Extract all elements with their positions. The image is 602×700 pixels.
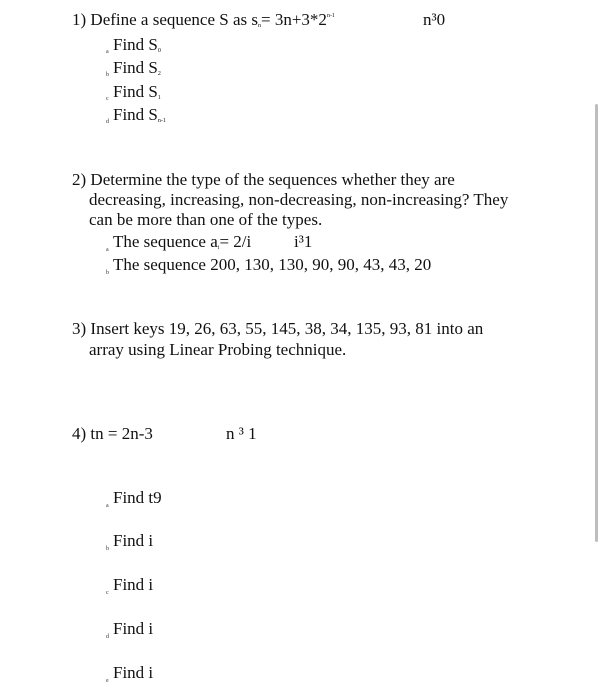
q4-item-d: Find i bbox=[113, 619, 154, 638]
q4-item-b: Find i bbox=[113, 531, 154, 550]
q2-item-post: = 2/i bbox=[219, 232, 252, 251]
q1-condition: n³0 bbox=[423, 10, 446, 29]
q1-item-text: Find S bbox=[113, 82, 158, 101]
q4-formula: 4) tn = 2n-3 bbox=[72, 424, 153, 443]
q1-item-text: Find S bbox=[113, 58, 158, 77]
q4-item-marker: b bbox=[106, 546, 109, 552]
q4-item-c: Find i bbox=[113, 575, 154, 594]
q4-item-e: Find i bbox=[113, 663, 154, 682]
q1-sub-n: n bbox=[258, 23, 261, 29]
q2-item-pre: The sequence a bbox=[113, 232, 218, 251]
q1-item-marker: a bbox=[106, 49, 109, 55]
q2-item-a bbox=[113, 232, 251, 252]
q1-formula-sup: n-1 bbox=[326, 13, 335, 19]
q1-item-sub: 0 bbox=[157, 48, 161, 54]
q1-formula-mid: = 3n+3*2 bbox=[261, 10, 327, 29]
q1-item-b bbox=[113, 58, 161, 78]
q1-item-sub: n-1 bbox=[157, 118, 166, 124]
q1-item-text: Find S bbox=[113, 35, 158, 54]
q1-prefix: 1) Define a sequence S as s bbox=[72, 10, 258, 29]
q2-line: can be more than one of the types. bbox=[89, 210, 323, 229]
q1-heading bbox=[72, 10, 335, 30]
q4-item-marker: a bbox=[106, 503, 109, 509]
q4-condition: n ³ 1 bbox=[226, 424, 257, 443]
q2-item-marker: b bbox=[106, 270, 109, 276]
q1-item-a bbox=[113, 35, 161, 55]
q4-item-marker: c bbox=[106, 590, 109, 596]
q1-item-marker: b bbox=[106, 72, 109, 78]
q1-item-d bbox=[113, 105, 166, 125]
q2-item-a-condition: i³1 bbox=[294, 232, 313, 251]
q1-item-marker: c bbox=[106, 96, 109, 102]
q2-item-b: The sequence 200, 130, 130, 90, 90, 43, 43, 20 bbox=[113, 255, 432, 274]
q1-item-sub: 1 bbox=[157, 95, 161, 101]
q1-item-c bbox=[113, 82, 161, 102]
q4-item-marker: e bbox=[106, 678, 109, 684]
q3-line: 3) Insert keys 19, 26, 63, 55, 145, 38, 34, 135, 93, 81 into an bbox=[72, 319, 484, 338]
q2-line: decreasing, increasing, non-decreasing, non-increasing? They bbox=[89, 190, 509, 209]
q4-item-a: Find t9 bbox=[113, 488, 162, 507]
q1-item-sub: 2 bbox=[157, 71, 161, 77]
q4-item-marker: d bbox=[106, 634, 109, 640]
q2-item-marker: a bbox=[106, 247, 109, 253]
q1-item-marker: d bbox=[106, 119, 109, 125]
q3-line: array using Linear Probing technique. bbox=[89, 340, 347, 359]
q2-item-sub: i bbox=[217, 245, 220, 251]
vertical-scrollbar[interactable] bbox=[595, 104, 598, 542]
q2-line: 2) Determine the type of the sequences whether they are bbox=[72, 170, 455, 189]
q1-item-text: Find S bbox=[113, 105, 158, 124]
